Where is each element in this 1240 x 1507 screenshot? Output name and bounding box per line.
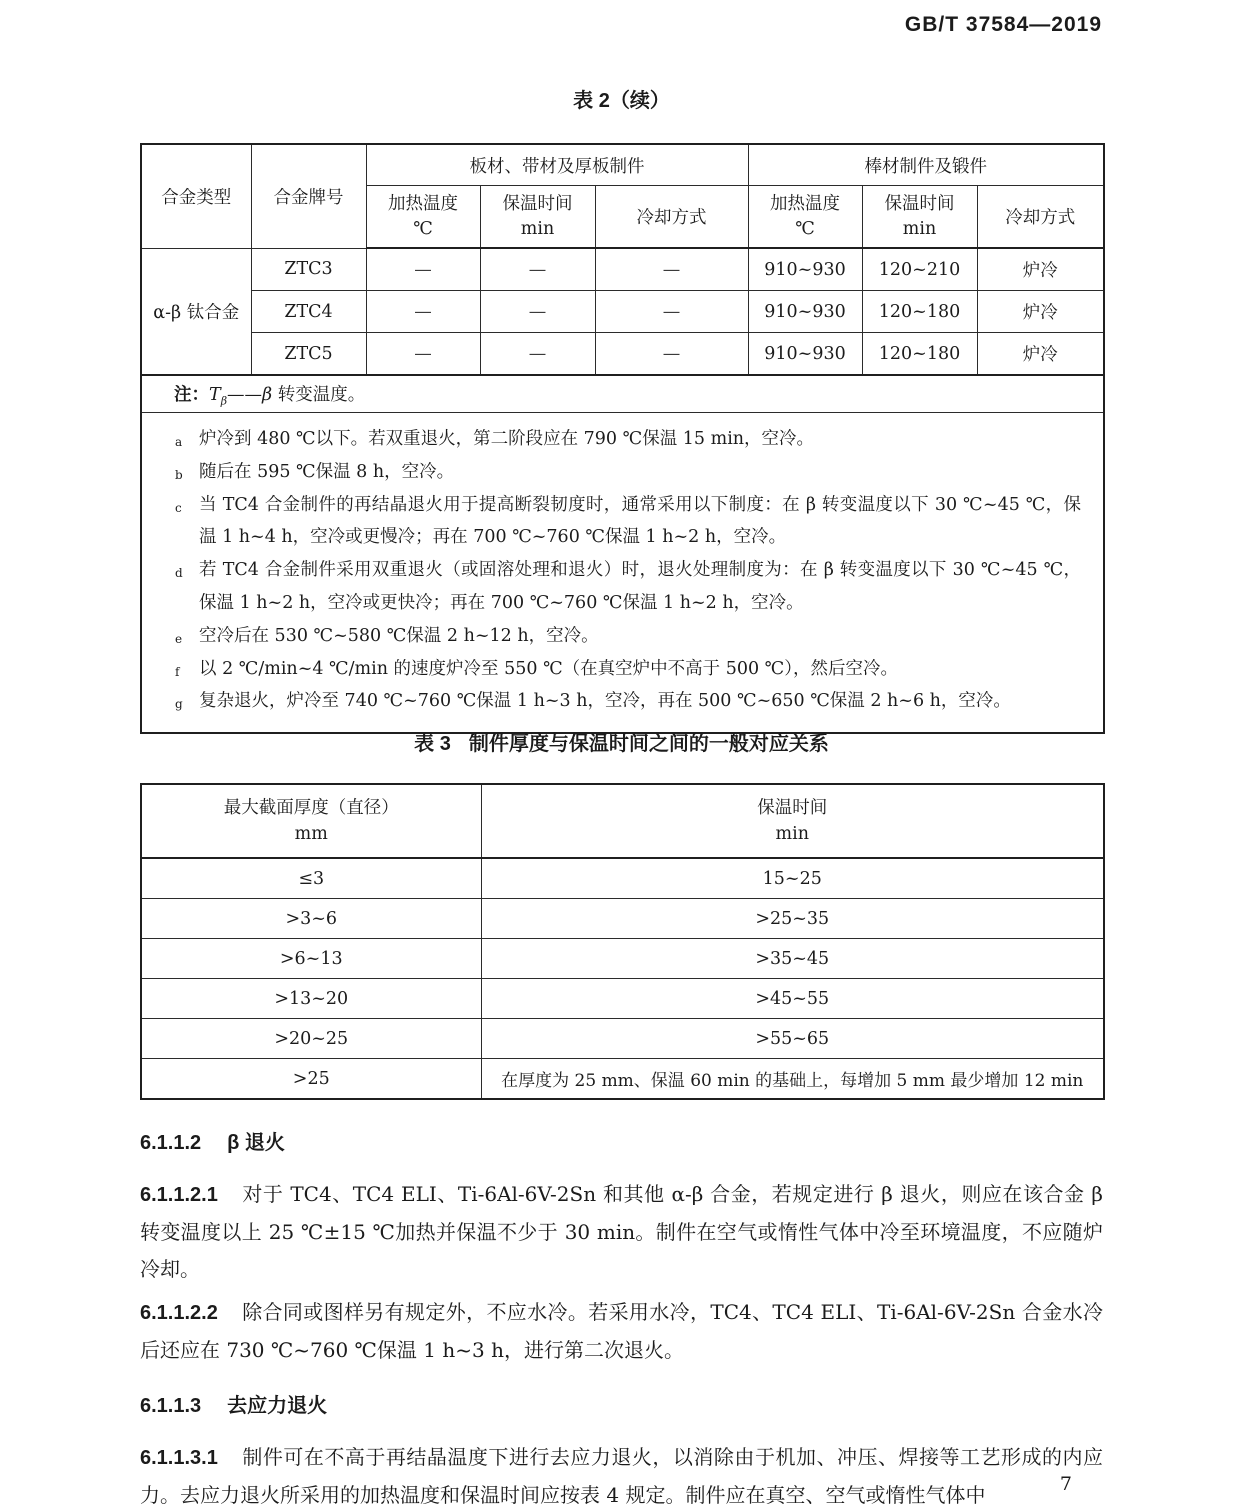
table3-time-cell: >35~45 <box>481 939 1104 979</box>
table2-cell: 120~210 <box>862 248 977 291</box>
table2-note-row <box>141 375 1104 413</box>
table3-row <box>141 939 1104 979</box>
table2-row-ztc5 <box>141 333 1104 376</box>
clause-para-6-1-1-2-1: 6.1.1.2.1 对于 TC4、TC4 ELI、Ti-6Al-6V-2Sn 和其他 α-β 合金，若规定进行 β 退火，则应在该合金 β 转变温度以上 25 ℃±15 ℃加热并保温不少于 30 min。制件在空气或惰性气体中冷至环境温度，不应随炉冷却。 <box>140 1182 1103 1281</box>
footnote-marker: a <box>175 435 183 449</box>
table2-header-plate-cooling: 冷却方式 <box>595 186 748 249</box>
table3-time-cell: 在厚度为 25 mm、保温 60 min 的基础上，每增加 5 mm 最少增加 12 min <box>481 1059 1104 1100</box>
table2-row-ztc4 <box>141 291 1104 333</box>
table3-time-cell: >45~55 <box>481 979 1104 1019</box>
clause-heading-6-1-1-3: 6.1.1.3 去应力退火 <box>140 1395 328 1417</box>
table2-cell: 炉冷 <box>977 291 1104 333</box>
clause-para-6-1-1-2-2: 6.1.1.2.2 除合同或图样另有规定外，不应水冷。若采用水冷，TC4、TC4 ELI、Ti-6Al-6V-2Sn 合金水冷后还应在 730 ℃~760 ℃保温 1 h~3 h，进行第二次退火。 <box>140 1300 1103 1362</box>
body-clauses <box>140 1128 1103 1507</box>
table2-cell: 910~930 <box>748 333 862 376</box>
table3-time-cell: >55~65 <box>481 1019 1104 1059</box>
table2-header-group-plate: 板材、带材及厚板制件 <box>366 144 748 186</box>
table2-footnotes <box>141 413 1104 734</box>
footnote-marker: e <box>175 631 183 646</box>
table2-cell: — <box>366 248 480 291</box>
footnote-marker: f <box>175 664 180 679</box>
standard-number: GB/T 37584—2019 <box>904 13 1102 36</box>
table2 <box>140 143 1105 734</box>
table2-footnote-g: g 复杂退火，炉冷至 740 ℃~760 ℃保温 1 h~3 h，空冷，再在 500 ℃~650 ℃保温 2 h~6 h，空冷。 <box>199 685 1081 718</box>
table2-header-group-bar: 棒材制件及锻件 <box>748 144 1104 186</box>
table2-cell: — <box>595 248 748 291</box>
table3-header-time: 保温时间 min <box>481 784 1104 858</box>
table2-footnote-a: a 炉冷到 480 ℃以下。若双重退火，第二阶段应在 790 ℃保温 15 min，空冷。 <box>199 423 1081 456</box>
table2-cell: 910~930 <box>748 291 862 333</box>
footnote-marker: b <box>175 467 183 482</box>
table3-thickness-cell: >20~25 <box>141 1019 481 1059</box>
table2-cell: 炉冷 <box>977 248 1104 291</box>
footnote-marker: g <box>175 697 183 712</box>
table3-time-cell: >25~35 <box>481 899 1104 939</box>
table3-thickness-cell: >25 <box>141 1059 481 1100</box>
table3-title: 表 3 制件厚度与保温时间之间的一般对应关系 <box>414 733 829 755</box>
table2-header-bar-cooling: 冷却方式 <box>977 186 1104 249</box>
table3-thickness-cell: >3~6 <box>141 899 481 939</box>
table2-row-ztc3 <box>141 248 1104 291</box>
table2-cell: 120~180 <box>862 291 977 333</box>
table2-cell: 120~180 <box>862 333 977 376</box>
table2-cell: — <box>480 333 595 376</box>
table3-header-row <box>141 784 1104 858</box>
table3-row <box>141 1059 1104 1100</box>
table2-header-plate-heating: 加热温度 ℃ <box>366 186 480 249</box>
table3-thickness-cell: ≤3 <box>141 858 481 899</box>
table3-row <box>141 858 1104 899</box>
clause-para-6-1-1-3-1: 6.1.1.3.1 制件可在不高于再结晶温度下进行去应力退火，以消除由于机加、冲压、焊接等工艺形成的内应力。去应力退火所采用的加热温度和保温时间应按表 4 规定。制件应在真空、空气或惰性气体中 <box>140 1445 1103 1507</box>
table2-header-alloy-type: 合金类型 <box>141 144 251 248</box>
table2-header-alloy-grade: 合金牌号 <box>251 144 366 248</box>
footnote-marker: d <box>175 566 183 581</box>
table3-header-thickness: 最大截面厚度（直径） mm <box>141 784 481 858</box>
table3-row <box>141 1019 1104 1059</box>
table2-header-bar-holding: 保温时间 min <box>862 186 977 249</box>
footnote-marker: c <box>175 500 182 515</box>
table3-row <box>141 979 1104 1019</box>
table3-row <box>141 899 1104 939</box>
table2-footnote-c: c 当 TC4 合金制件的再结晶退火用于提高断裂韧度时，通常采用以下制度：在 β 转变温度以下 30 ℃~45 ℃，保温 1 h~4 h，空冷或更慢冷；再在 700 ℃~760 ℃保温 1 h~2 h，空冷。 <box>199 489 1081 555</box>
table2-footnote-e: e 空冷后在 530 ℃~580 ℃保温 2 h~12 h，空冷。 <box>199 620 1081 653</box>
page-number: 7 <box>1059 1473 1072 1495</box>
table2-cell: 炉冷 <box>977 333 1104 376</box>
table2-grade-cell: ZTC3 <box>251 248 366 291</box>
table2-cell: — <box>595 291 748 333</box>
table2-alloy-type-cell: α-β 钛合金 <box>141 248 251 375</box>
table2-header-plate-holding: 保温时间 min <box>480 186 595 249</box>
table3-thickness-cell: >13~20 <box>141 979 481 1019</box>
clause-heading-6-1-1-2: 6.1.1.2 β 退火 <box>140 1132 285 1154</box>
table3-time-cell: 15~25 <box>481 858 1104 899</box>
table3 <box>140 783 1105 1100</box>
table2-footnotes-row <box>141 413 1104 734</box>
table2-note: 注：$T_\beta——\beta$ 转变温度。 <box>141 375 1104 413</box>
table2-cell: 910~930 <box>748 248 862 291</box>
table2-footnote-b: b 随后在 595 ℃保温 8 h，空冷。 <box>199 456 1081 489</box>
table2-cell: — <box>480 248 595 291</box>
table2-cell: — <box>595 333 748 376</box>
table2-cell: — <box>366 291 480 333</box>
table3-thickness-cell: >6~13 <box>141 939 481 979</box>
table2-cell: — <box>366 333 480 376</box>
table2-header-group-row <box>141 144 1104 186</box>
table2-header-bar-heating: 加热温度 ℃ <box>748 186 862 249</box>
table2-grade-cell: ZTC4 <box>251 291 366 333</box>
table2-grade-cell: ZTC5 <box>251 333 366 376</box>
table2-footnote-d: d 若 TC4 合金制件采用双重退火（或固溶处理和退火）时，退火处理制度为：在 β 转变温度以下 30 ℃~45 ℃，保温 1 h~2 h，空冷或更快冷；再在 700 ℃~760 ℃保温 1 h~2 h，空冷。 <box>199 554 1081 620</box>
table2-cell: — <box>480 291 595 333</box>
table2-title: 表 2（续） <box>573 90 670 112</box>
table2-footnote-f: f 以 2 ℃/min~4 ℃/min 的速度炉冷至 550 ℃（在真空炉中不高于 500 ℃），然后空冷。 <box>199 653 1081 686</box>
